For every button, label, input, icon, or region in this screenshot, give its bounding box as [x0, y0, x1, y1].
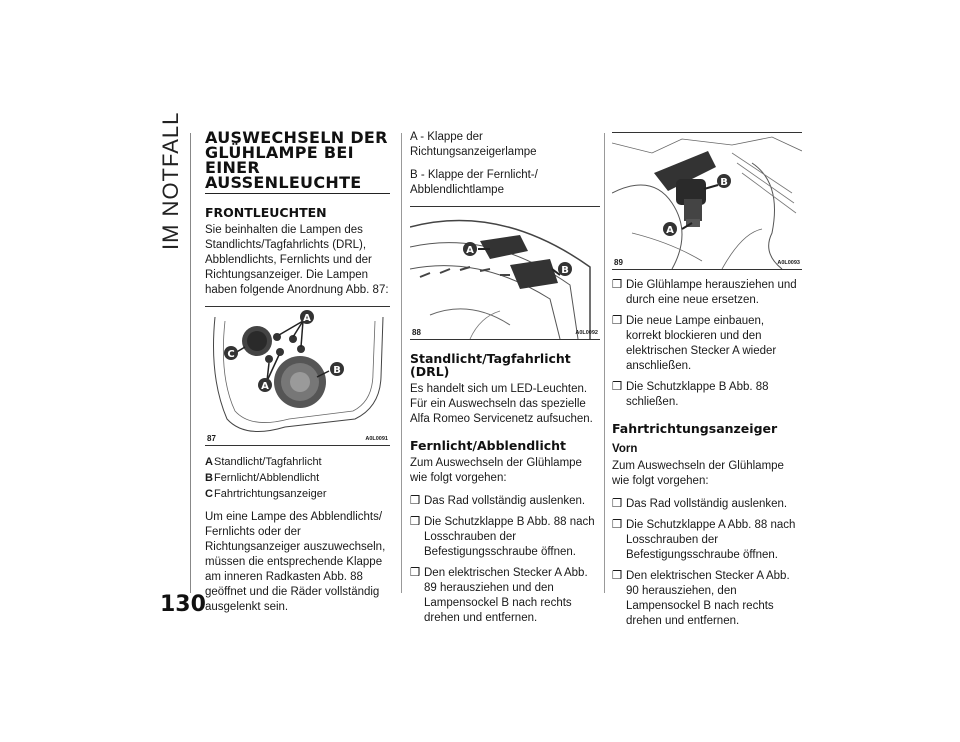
bullet-item: ❒ Das Rad vollständig auslenken. [612, 498, 788, 510]
page-number: 130 [160, 592, 206, 617]
bullet-item: ❒ Die Schutzklappe B Abb. 88 nach Losschrauben der Befestigungsschraube öffnen. [410, 516, 595, 558]
item-a-text: A - Klappe der Richtungsanzeigerlampe [410, 131, 537, 158]
legend-item: AStandlicht/Tagfahrlicht [205, 456, 322, 468]
drl-paragraph: Es handelt sich um LED-Leuchten. Für ein Auswechseln das spezielle Alfa Romeo Servicenetz aufsuchen. [410, 383, 593, 425]
bulb-socket-illustration [612, 133, 802, 269]
figure-callout: A [466, 245, 474, 256]
legend-item: CFahrtrichtungsanzeiger [205, 488, 327, 500]
figure-callout: B [561, 265, 569, 276]
figure-code: A0L0093 [777, 260, 800, 266]
subheading-front: Vorn [612, 443, 638, 455]
wheel-arch-illustration [410, 207, 600, 339]
outro-paragraph: Um eine Lampe des Abblendlichts/ Fernlichts oder der Richtungsanzeiger auszuwechseln, müssen die entsprechende Klappe am inneren Radkasten Abb. 88 geöffnet und die Räder vollständig ausgelenkt sein. [205, 511, 386, 613]
section-label: IM NOTFALL [158, 111, 183, 250]
page-title: AUSWECHSELN DER GLÜHLAMPE BEI EINER AUSSENLEUCHTE [205, 130, 390, 194]
turn-intro: Zum Auswechseln der Glühlampe wie folgt vorgehen: [612, 460, 784, 487]
beam-intro: Zum Auswechseln der Glühlampe wie folgt vorgehen: [410, 457, 582, 484]
figure-89 [612, 132, 802, 270]
legend-item: BFernlicht/Abblendlicht [205, 472, 320, 484]
figure-callout: C [227, 349, 235, 360]
headlight-illustration [205, 307, 390, 445]
figure-number: 89 [614, 258, 623, 267]
figure-88 [410, 206, 600, 340]
section-heading-drl: Standlicht/Tagfahrlicht (DRL) [410, 351, 571, 379]
column-2 [410, 130, 600, 632]
column-3 [612, 130, 802, 635]
side-divider [190, 133, 191, 593]
figure-callout: B [720, 177, 728, 188]
intro-paragraph: Sie beinhalten die Lampen des Standlichts/Tagfahrlichts (DRL), Abblendlichts, Fernlichts und der Richtungsanzeiger. Die Lampen haben folgende Anordnung Abb. 87: [205, 224, 389, 296]
item-b-text: B - Klappe der Fernlicht-/ Abblendlichtlampe [410, 169, 538, 196]
bullet-item: ❒ Die Glühlampe herausziehen und durch eine neue ersetzen. [612, 279, 797, 306]
bullet-item: ❒ Die neue Lampe einbauen, korrekt blockieren und den elektrischen Stecker A wieder anschließen. [612, 315, 777, 372]
figure-87 [205, 306, 390, 446]
column-divider [604, 133, 605, 593]
section-heading-beam: Fernlicht/Abblendlicht [410, 438, 567, 453]
bullet-item: ❒ Den elektrischen Stecker A Abb. 90 herausziehen, den Lampensockel B nach rechts drehen und entfernen. [612, 570, 790, 627]
figure-callout: B [333, 365, 341, 376]
column-divider [401, 133, 402, 593]
figure-number: 87 [207, 434, 216, 443]
bullet-item: ❒ Den elektrischen Stecker A Abb. 89 herausziehen und den Lampensockel B nach rechts drehen und entfernen. [410, 567, 588, 624]
figure-callout: A [261, 381, 269, 392]
section-heading-front-lights: FRONTLEUCHTEN [205, 205, 327, 220]
figure-callout: A [666, 225, 674, 236]
section-heading-turn-signal: Fahrtrichtungsanzeiger [612, 421, 778, 436]
bullet-item: ❒ Die Schutzklappe A Abb. 88 nach Losschrauben der Befestigungsschraube öffnen. [612, 519, 796, 561]
bullet-item: ❒ Das Rad vollständig auslenken. [410, 495, 586, 507]
figure-legend [205, 454, 390, 502]
figure-callout: A [303, 313, 311, 324]
bullet-item: ❒ Die Schutzklappe B Abb. 88 schließen. [612, 381, 769, 408]
figure-number: 88 [412, 328, 421, 337]
column-1 [205, 130, 390, 623]
figure-code: A0L0091 [365, 436, 388, 442]
figure-code: A0L0092 [575, 330, 598, 336]
